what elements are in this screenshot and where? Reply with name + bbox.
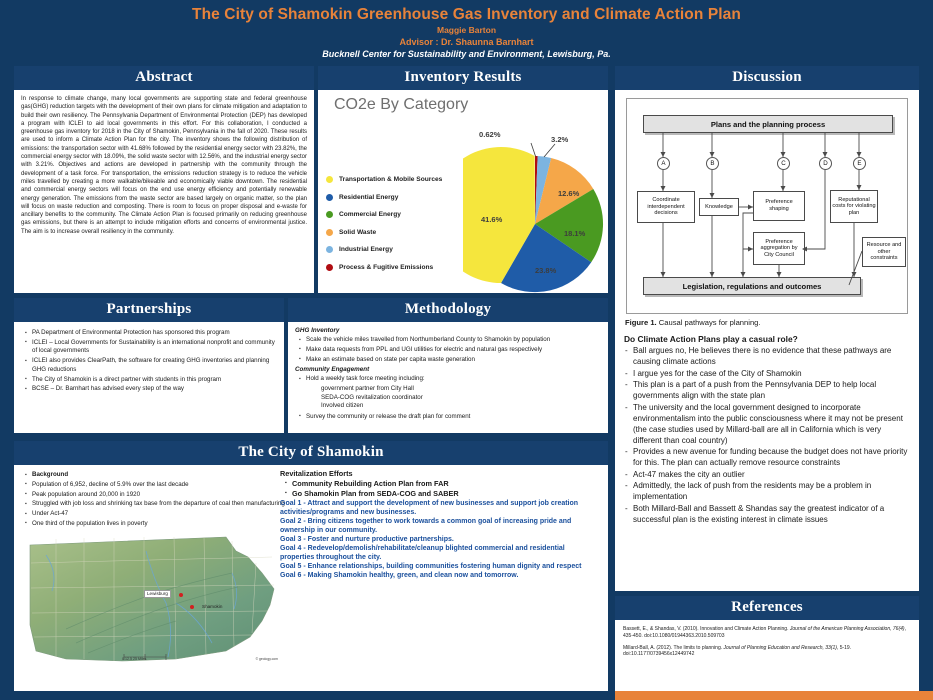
goal-item: Goal 1 - Attract and support the development of new businesses and support job creation activities/programs and new businesses. [280, 500, 579, 517]
reference-journal: Journal of Planning Education and Research, 33(1) [723, 644, 837, 651]
legend-swatch-icon [326, 194, 333, 201]
partnerships-list [21, 329, 277, 394]
legend-swatch-icon [326, 264, 333, 271]
list-item: ▪ Under Act-47 [32, 510, 601, 519]
pie-label-transportation: 41.6% [481, 215, 503, 224]
goal-item: Goal 2 - Bring citizens together to work towards a common goal of increasing pride and ownership in our community. [280, 518, 572, 535]
partnerships-panel [14, 298, 284, 433]
pie-label-process-fugitive: 0.62% [479, 130, 501, 139]
legend-item-process-fugitive [326, 264, 442, 271]
methodology-sub-item: government partner from City Hall [321, 384, 414, 392]
figure-caption-label: Figure 1. [625, 318, 657, 327]
map-scale-label: 0 12.5 25 Miles [122, 656, 147, 661]
inventory-results-panel [318, 66, 608, 293]
legend-swatch-icon [326, 246, 333, 253]
goal-item: Goal 3 - Foster and nurture productive partnerships. [280, 536, 454, 544]
methodology-subheading-engagement: Community Engagement [295, 366, 370, 374]
chart-title: CO2e By Category [334, 96, 469, 113]
references-list [623, 626, 911, 658]
legend-swatch-icon [326, 229, 333, 236]
city-panel [14, 441, 608, 691]
methodology-panel [288, 298, 608, 433]
figure-box-resource-constraints: Resource and other constraints [862, 237, 906, 267]
references-panel [615, 596, 919, 691]
list-item: ▪ ICLEI – Local Governments for Sustainability is an international nonprofit and community of local governments [32, 339, 277, 356]
revitalization-heading: Revitalization Efforts [280, 469, 353, 478]
list-item: ▪ PA Department of Environmental Protection has sponsored this program [32, 329, 277, 338]
methodology-heading: Methodology [288, 298, 608, 322]
methodology-engagement-list [295, 375, 601, 384]
abstract-heading: Abstract [14, 66, 314, 90]
figure-connectors [627, 99, 917, 313]
list-item: ▪ Survey the community or release the draft plan for comment [306, 413, 601, 422]
figure-top-bar: Plans and the planning process [643, 115, 893, 133]
legend-item-residential [326, 194, 442, 201]
legend-label: Industrial Energy [339, 246, 393, 253]
causal-pathways-figure [626, 98, 908, 314]
legend-label: Commercial Energy [339, 211, 401, 218]
list-item: ▪ Go Shamokin Plan from SEDA-COG and SABER [292, 489, 598, 499]
map-marker-lewisburg [179, 593, 183, 597]
map-svg [26, 533, 282, 665]
discussion-question: Do Climate Action Plans play a casual role? [624, 334, 798, 344]
list-item: ▪ BCSE – Dr. Barnhart has advised every step of the way [32, 385, 277, 394]
methodology-ghg-list [295, 336, 601, 364]
pie-chart [318, 114, 608, 320]
list-item: ▪ Struggled with job loss and shrinking tax base from the departure of coal then manufacturing [32, 500, 601, 509]
list-item: - Both Millard-Ball and Bassett & Shandas say the greatest indicator of a successful plan is the existing interest in climate issues [633, 503, 911, 525]
pie-label-solid-waste: 12.6% [558, 189, 580, 198]
legend-swatch-icon [326, 176, 333, 183]
reference-pre: Bassett, E., & Shandas, V. (2010). Innovation and Climate Action Planning. [623, 626, 790, 632]
discussion-heading: Discussion [615, 66, 919, 90]
figure-node-b: B [706, 157, 719, 170]
methodology-survey-list [295, 413, 601, 422]
list-item: ▪ Scale the vehicle miles travelled from Northumberland County to Shamokin by population [306, 336, 601, 345]
list-item: - Provides a new avenue for funding because the budget does not have priority for this. The plan can actually remove resource constraints [633, 446, 911, 468]
list-item: ▪ ICLEI also provides ClearPath, the software for creating GHG inventories and planning GHG reductions [32, 357, 277, 374]
methodology-subheading-ghg: GHG Inventory [295, 327, 340, 334]
figure-box-preference-aggregation: Preference aggregation by City Council [753, 232, 805, 265]
legend-item-transportation [326, 176, 442, 183]
author-name: Maggie Barton [436, 25, 497, 35]
list-item: - I argue yes for the case of the City of Shamokin [633, 368, 911, 379]
list-item: - Act-47 makes the city an outlier [633, 469, 911, 480]
list-item: - This plan is a part of a push from the Pennsylvania DEP to help local governments align with the state plan [633, 379, 911, 401]
legend-swatch-icon [326, 211, 333, 218]
pennsylvania-map [26, 533, 282, 665]
advisor-name: Advisor : Dr. Shaunna Barnhart [399, 37, 534, 47]
revitalization-plan-list [280, 479, 598, 498]
chart-legend [326, 176, 442, 281]
map-label-lewisburg: Lewisburg [144, 590, 171, 598]
reference-journal: Journal of the American Planning Association, 76(4) [789, 626, 905, 632]
page-title: The City of Shamokin Greenhouse Gas Inventory and Climate Action Plan [192, 6, 741, 23]
poster-columns [0, 62, 933, 700]
discussion-points-list [623, 345, 911, 525]
list-item: - Admittedly, the lack of push from the residents may be a problem in implementation [633, 480, 911, 502]
revitalization-block [280, 469, 598, 580]
figure-bottom-bar: Legislation, regulations and outcomes [643, 277, 861, 295]
figure-caption [625, 318, 909, 327]
abstract-text: In response to climate change, many local governments are supporting state and federal greenhouse gas(GHG) reduction targets with the development of their own plans for climate mitigation and adaptation to build their own resiliency. The Pennsylvania Department of Environmental Protection (DEP) has developed a program with ICLEI to aid local governments in this effort. For this collaboration, I conducted a greenhouse gas inventory for 2018 in the City of Shamokin, Pennsylvania in the fall of 2020. These results are used to inform a Climate Action Plan for the city. The inventory shows the following distribution of emissions: the transportation sector with 41.68% followed by the residential energy sector with 23.82%, the commercial energy sector with 18.09%, the solid waste sector with 12.56%, and the industrial energy sector with 3.21%. Objectives and actions are developed in partnership with the community through the development of a task force. For transportation, the emissions reduction strategy is to reduce the vehicle miles travelled by creating a more walkable/bikeable and economically viable downtown. The residential and commercial energy sectors will focus on the end use energy efficiency and potentially renewable energy generation. The emissions from the waste sector are based largely on organic matter, so the plan will focus on waste reduction and composting. There is room to focus on proper disposal and e-waste for ancillary benefits to the community. The Climate Action Plan is focused primarily on reducing greenhouse gas emissions, but there is an attempt to include mitigation efforts and concerns of environmental justice. The aim is to increase overall resiliency in the community. [21, 96, 307, 235]
discussion-panel [615, 66, 919, 591]
goal-item: Goal 6 - Making Shamokin healthy, green, and clean now and tomorrow. [280, 572, 519, 580]
pie-label-commercial: 18.1% [564, 229, 586, 238]
list-item: ▪ Population of 6,952, decline of 5.9% over the last decade [32, 481, 601, 490]
legend-item-industrial [326, 246, 442, 253]
list-item: ▪ One third of the population lives in poverty [32, 520, 601, 529]
figure-box-reputational-costs: Reputational costs for violating plan [830, 190, 878, 223]
legend-label: Solid Waste [339, 228, 377, 236]
reference-item [623, 645, 911, 659]
map-marker-shamokin [190, 605, 194, 609]
reference-post: , 435-450. doi:10.1080/01944363.2010.509703 [623, 626, 906, 639]
figure-node-e: E [853, 157, 866, 170]
list-item: ▪ Hold a weekly task force meeting including: [306, 375, 601, 384]
poster-header [0, 0, 933, 62]
figure-node-a: A [657, 157, 670, 170]
city-heading: The City of Shamokin [14, 441, 608, 465]
abstract-panel [14, 66, 314, 293]
goal-item: Goal 4 - Redevelop/demolish/rehabilitate/cleanup blighted commercial and residential properties throughout the city. [280, 545, 565, 562]
pie-graphic [463, 132, 613, 312]
legend-label: Process & Fugitive Emissions [339, 263, 434, 271]
list-item: - Ball argues no, He believes there is no evidence that these pathways are causing climate actions [633, 345, 911, 367]
list-item: ▪ Peak population around 20,000 in 1920 [32, 491, 601, 500]
list-item: ▪ Community Rebuilding Action Plan from FAR [292, 479, 598, 489]
legend-label: Transportation & Mobile Sources [339, 176, 443, 183]
reference-pre: Millard-Ball, A. (2012). The limits to planning. [623, 644, 724, 651]
partnerships-heading: Partnerships [14, 298, 284, 322]
list-item: ▪ The City of Shamokin is a direct partner with students in this program [32, 376, 277, 385]
legend-label: Residential Energy [339, 193, 399, 201]
list-item: ▪ Make data requests from PPL and UGI utilities for electric and natural gas respectively [306, 346, 601, 355]
affiliation: Bucknell Center for Sustainability and Environment, Lewisburg, Pa. [322, 49, 611, 59]
references-heading: References [615, 596, 919, 620]
reference-post: , 5-19. doi:10.1177/0739456x12449742 [623, 644, 852, 658]
pie-label-industrial: 3.2% [551, 135, 569, 144]
pie-label-residential: 23.8% [535, 266, 557, 275]
goal-item: Goal 5 - Enhance relationships, building communities fostering human dignity and respect [280, 563, 582, 571]
figure-node-d: D [819, 157, 832, 170]
figure-node-c: C [777, 157, 790, 170]
figure-caption-text: Causal pathways for planning. [656, 318, 761, 327]
methodology-sub-item: Involved citizen [321, 402, 364, 410]
figure-box-preference-shaping: Preference shaping [753, 191, 805, 221]
methodology-sub-item: SEDA-COG revitalization coordinator [321, 393, 423, 401]
legend-item-solid-waste [326, 229, 442, 236]
map-credit: © geology.com [255, 656, 278, 661]
map-label-shamokin: Shamokin [202, 604, 223, 609]
list-item: ▪ Make an estimate based on state per capita waste generation [306, 356, 601, 365]
list-item: ▪ Background [32, 471, 601, 480]
figure-box-knowledge: Knowledge [699, 198, 739, 216]
legend-item-commercial [326, 211, 442, 218]
inventory-results-heading: Inventory Results [318, 66, 608, 90]
list-item: - The university and the local government designed to incorporate environmentalism into the public consciousness where it may not be present (the case studies used by Millard-ball are all in California which is very different than coal country) [633, 402, 911, 446]
reference-item [623, 626, 911, 640]
footer-left-fill [0, 691, 615, 700]
figure-box-coordinate: Coordinate interdependent decisions [637, 191, 695, 223]
